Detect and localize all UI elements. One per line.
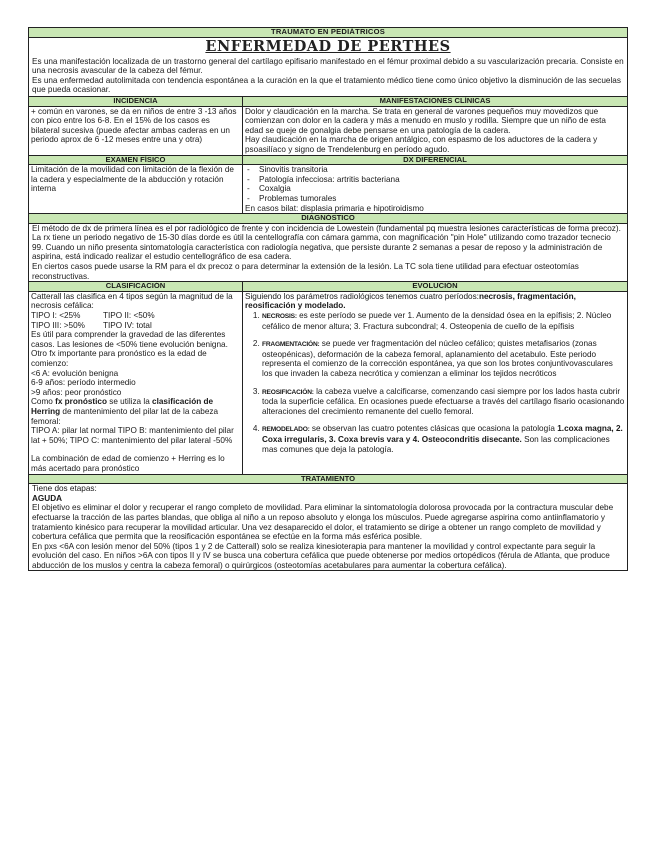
incidencia-manif-header-row <box>29 97 627 107</box>
clasif-line: Otro fx importante para pronóstico es la edad de comienzo: <box>31 349 207 368</box>
clasif-line: <6 A: evolución benigna <box>31 368 119 378</box>
list-item: - Patología infecciosa: artritis bacteriana <box>259 175 625 185</box>
tratamiento-header: TRATAMIENTO <box>29 475 627 485</box>
clasif-closing: La combinación de edad de comienzo + Herring es lo más acertado para pronóstico <box>31 454 225 473</box>
clasif-line: Catterall las clasifica en 4 tipos según la magnitud de la necrosis cefálica: <box>31 291 233 311</box>
incidencia-manif-row <box>29 107 627 156</box>
examen-header: EXAMEN FÍSICO <box>29 156 243 165</box>
clasificacion-cell <box>29 292 243 474</box>
clasif-line: 6-9 años: período intermedio <box>31 378 136 388</box>
evo-text-bold: 1.coxa magna, 2. Coxa irregularis, 3. Coxa brevis vara y 4. Osteocondritis disecante. <box>262 424 623 444</box>
manifestaciones-p2: Hay claudicación en la marcha de origen antálgico, con espasmo de los aductores de la cadera y psoasilíaco y signo de Trendelenburg en período agudo. <box>245 135 598 154</box>
examen-dx-header-row <box>29 156 627 166</box>
manifestaciones-p1: Dolor y claudicación en la marcha. Se trata en general de varones pequeños muy movedizos que comienzan con dolor en la cadera y más a menudo en muslo y rodilla. Siempre que un niño de esta edad se queje de gonalgia debe pensarse en una patología de la cadera. <box>245 106 606 135</box>
intro-paragraph-1: Es una manifestación localizada de un trastorno general del cartílago epifisario manifestado en el fémur proximal debido a su vascularización precaria. Consiste en una necrosis avascular de la cabeza del fémur. <box>32 56 624 76</box>
evolucion-cell <box>243 292 627 474</box>
intro-paragraph-2: Es una enfermedad autolimitada con tendencia espontánea a la curación en la que el tratamiento médico tiene como único objetivo la disminución de las secuelas que pueda ocasionar. <box>32 75 621 95</box>
diagnostico-p3: En ciertos casos puede usarse la RM para el dx precoz o para determinar la extensión de la lesión. La TC sola tiene utilidad para efectuar osteotomías reconstructivas. <box>32 262 579 281</box>
diagnostico-p1: El método de dx de primera línea es el por radiológico de frente y con incidencia de Lowestein (fundamental pq muestra lesiones características de forma precoz). <box>32 223 621 233</box>
manifestaciones-header: MANIFESTACIONES CLÍNICAS <box>243 97 627 106</box>
herring-types: TIPO A: pilar lat normal TIPO B: mantenimiento del pilar lat + 50%; TIPO C: mantenimiento del pilar lateral -50% <box>31 426 234 445</box>
diagnostico-p2: La rx tiene un periodo negativo de 15-30 días dorde es útil la centellografía con cámara gamma, con magnificación "pin Hole" utilizando como trazador tecnecio 99. Cuando un niño presenta sintomatología característica con radiología negativa, que persiste durante 2 semanas a pesar de reposo y la administración de aspirina, está indicado realizar el estudio centellográfico de esa cadera. <box>32 233 611 262</box>
evolucion-intro-pre: Siguiendo los parámetros radiológicos tenemos cuatro períodos: <box>245 291 479 301</box>
evolucion-list <box>245 311 625 454</box>
evo-tag-fragmentacion: FRAGMENTACIÓN: <box>262 341 320 349</box>
manifestaciones-cell <box>243 107 627 155</box>
spacer <box>31 445 240 454</box>
herring-bold-1: fx pronóstico <box>55 397 107 407</box>
herring-post: de mantenimiento del pilar lat de la cabeza femoral: <box>31 406 219 426</box>
examen-dx-row <box>29 165 627 214</box>
tratamiento-p2: En pxs <6A con lesión menor del 50% (tipos 1 y 2 de Catterall) solo se realiza kinesioterapia para mantener la movilidad y control expectante para seguir la evolución del caso. En niños >6A con tipos II y IV se busca una cobertura cefálica que puede obtenerse por medios ortopédicos (férula de Atlanta, que produce abducción de los muslos y centra la cabeza femoral) o quirúrgicos (osteotomías acetabulares para aumentar la cobertura cefálica). <box>32 541 610 570</box>
list-item: - Sinovitis transitoria <box>259 165 625 175</box>
tratamiento-p1: El objetivo es eliminar el dolor y recuperar el rango completo de movilidad. Para eliminar la sintomatología dolorosa provocada por la contractura muscular debe efectuarse la tracción de las partes blandas, que obliga al niño a un reposo absoluto y elonga los músculos. Puede agregarse aspirina como antiinflamatorio y tratamiento kinésico para recuperar la movilidad articular. Una vez desaparecido el dolor, el tratamiento se dirige a obtener un rango completo de movilidad y cobertura cefálica que permita que la reosificación espontánea se efectúe en la forma más esférica posible. <box>32 503 614 542</box>
list-item <box>262 424 625 454</box>
tratamiento-l1: Tiene dos etapas: <box>32 484 97 494</box>
clasif-line: >9 años: peor pronóstico <box>31 387 122 397</box>
list-item: - Problemas tumorales <box>259 194 625 204</box>
intro-block <box>29 56 627 97</box>
herring-mid: se utiliza la <box>106 397 153 407</box>
tratamiento-block <box>29 484 627 570</box>
evolucion-header: EVOLUCIÓN <box>243 282 627 291</box>
evo-text: Son las complicaciones mas comunes que deja la patología. <box>262 434 610 454</box>
dx-diferencial-header: DX DIFERENCIAL <box>243 156 627 165</box>
clasif-evo-row <box>29 292 627 475</box>
examen-text: Limitación de la movilidad con limitación de la flexión de la cadera y especialmente de la abducción y rotación interna <box>31 165 234 194</box>
page-title: ENFERMEDAD DE PERTHES <box>205 37 451 55</box>
evo-text: se observan las cuatro potentes clásicas que ocasiona la patología <box>309 424 558 434</box>
list-item <box>262 339 625 378</box>
clasificacion-header: CLASIFICACIÓN <box>29 282 243 291</box>
evo-text: es este período se puede ver 1. Aumento de la densidad ósea en la epífisis; 2. Núcleo cefálico de menor altura; 3. Fractura subcondral; 4. Osteopenia de cuello de la epífisis <box>262 311 612 331</box>
evo-tag-necrosis: NECROSIS: <box>262 313 297 321</box>
section-label-traumato: TRAUMATO EN PEDIÁTRICOS <box>29 28 627 38</box>
herring-bold-2: clasificación de Herring <box>31 397 214 416</box>
evo-text: se puede ver fragmentación del núcleo cefálico; quistes metafisarios (zonas osteopénicas), deformación de la cabeza femoral, aplanamiento del acetabulo. Este periodo representa el comienzo de la corrección espontánea, ya que son los brotes conjuntivovasculares los que invaden la cabeza necrótica y comienzan a eliminar los tejidos necróticos <box>262 339 613 378</box>
list-item <box>262 311 625 331</box>
clasif-line: TIPO III: >50% TIPO IV: total <box>31 320 152 330</box>
evo-tag-remodelado: REMODELADO: <box>262 426 310 434</box>
dx-diferencial-footer: En casos bilat: displasia primaria e hipotiroidismo <box>245 203 424 213</box>
list-item: - Coxalgia <box>259 184 625 194</box>
tratamiento-l2: AGUDA <box>32 493 63 503</box>
perthes-summary-sheet <box>28 27 628 571</box>
clasif-line: TIPO I: <25% TIPO II: <50% <box>31 311 155 321</box>
herring-pre: Como <box>31 397 56 407</box>
diagnostico-header: DIAGNÓSTICO <box>29 214 627 224</box>
examen-cell <box>29 165 243 213</box>
incidencia-text: + común en varones, se da en niños de entre 3 -13 años con pico entre los 6-8. En el 15% de los casos es bilateral sucesiva (puede afectar ambas caderas en un periodo aprox de 6 -12 meses entre una y otra) <box>31 106 237 145</box>
list-item <box>262 387 625 417</box>
diagnostico-block <box>29 224 627 283</box>
evolucion-intro-bold: necrosis, fragmentación, reosificación y modelado. <box>245 291 576 311</box>
evo-text: la cabeza vuelve a calcificarse, comenzando casi siempre por los lados hasta cubrir toda la superficie cefálica. En ocasiones puede efectuarse a través del cartílago fisario ocasionando alteraciones del crecimiento remanente del cuello femoral. <box>262 386 625 416</box>
incidencia-cell <box>29 107 243 155</box>
evolucion-intro <box>245 292 625 311</box>
clasif-evo-header-row <box>29 282 627 292</box>
herring-paragraph <box>31 397 240 426</box>
incidencia-header: INCIDENCIA <box>29 97 243 106</box>
evo-tag-reosificacion: REOSIFICACIÓN: <box>262 388 314 396</box>
dx-diferencial-list <box>245 165 625 203</box>
dx-diferencial-cell <box>243 165 627 213</box>
clasif-line: Es útil para comprender la gravedad de las diferentes casos. Las lesiones de <50% tiene evolución benigna. <box>31 330 228 349</box>
